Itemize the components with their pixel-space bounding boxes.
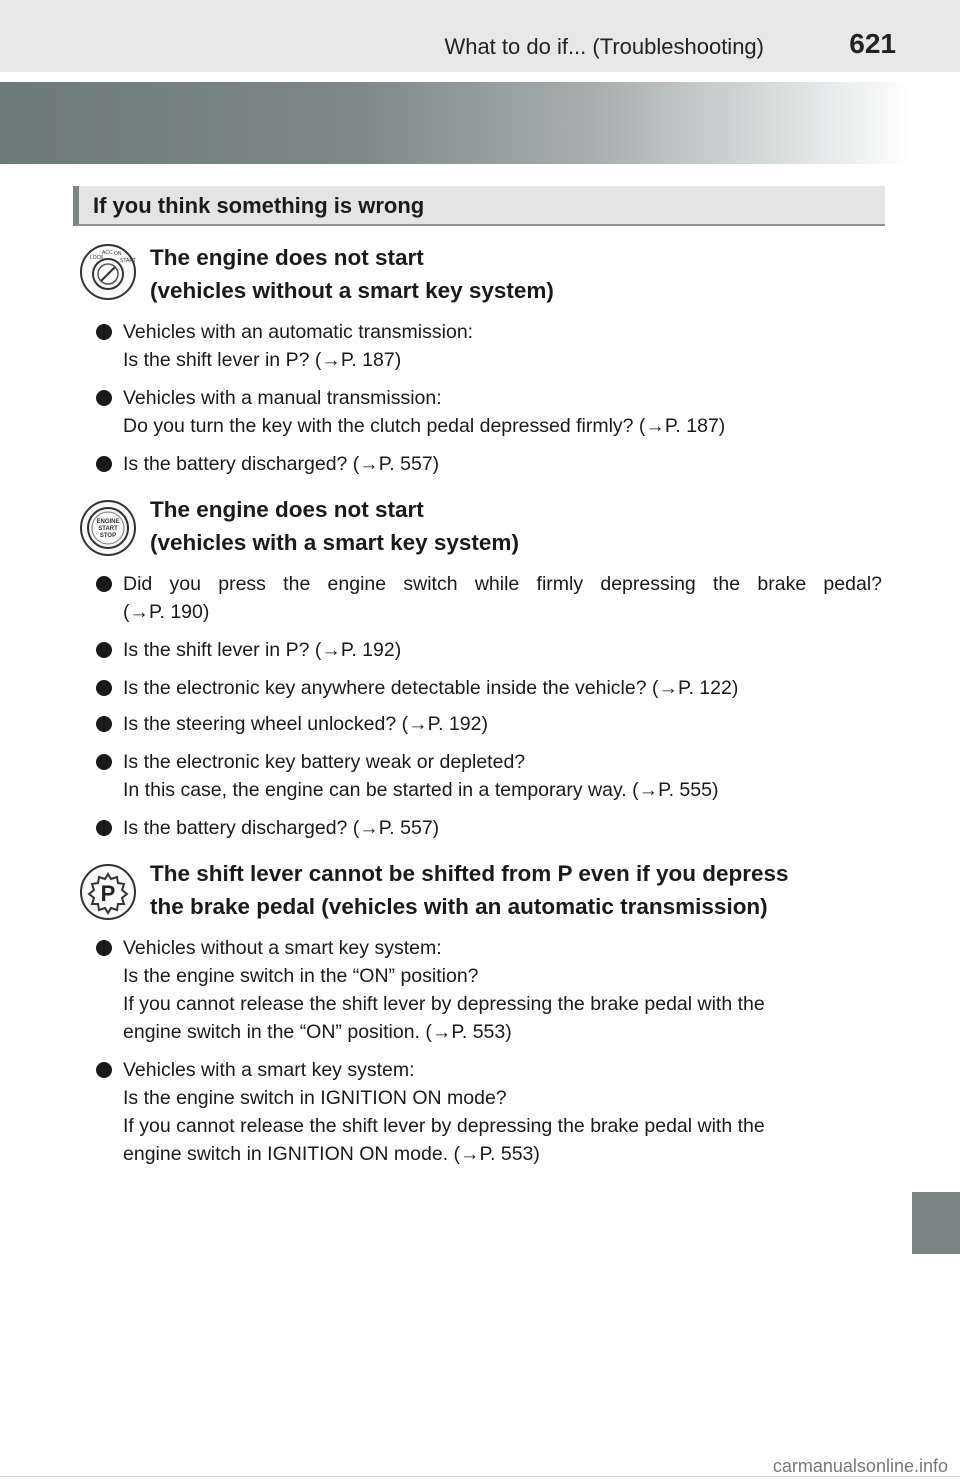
bullet-icon	[96, 1062, 112, 1078]
subheading-no-start-smart-key: The engine does not start (vehicles with a smart key system)	[150, 497, 519, 555]
bullet-icon	[96, 642, 112, 658]
bullet-icon	[96, 324, 112, 340]
bullet-icon	[96, 576, 112, 592]
list-item: Vehicles with a manual transmission: Do you turn the key with the clutch pedal depressed firmly? (→P. 187)	[96, 384, 882, 440]
list-item: Is the battery discharged? (→P. 557)	[96, 450, 882, 478]
list-item: Is the shift lever in P? (→P. 192)	[96, 636, 882, 664]
section-title: If you think something is wrong	[93, 193, 425, 218]
section-header	[73, 186, 885, 226]
stop-label: STOP	[99, 533, 117, 539]
park-gear-icon	[80, 864, 136, 920]
ignition-label-on: ON	[114, 251, 122, 257]
list-item: Is the steering wheel unlocked? (→P. 192)	[96, 710, 882, 738]
engine-start-stop-button-icon	[80, 500, 136, 556]
list-item: Is the electronic key anywhere detectable inside the vehicle? (→P. 122)	[96, 674, 882, 702]
ignition-key-icon	[80, 244, 136, 300]
chapter-banner	[0, 82, 912, 164]
list-item: Is the battery discharged? (→P. 557)	[96, 814, 882, 842]
bullet-icon	[96, 820, 112, 836]
ignition-label-acc: ACC	[102, 250, 113, 256]
subheading-no-start-key: The engine does not start (vehicles without a smart key system)	[150, 245, 554, 303]
watermark: carmanualsonline.info	[772, 1456, 948, 1476]
engine-label: ENGINE	[96, 519, 120, 525]
bullet-icon	[96, 456, 112, 472]
list-item: Vehicles without a smart key system: Is the engine switch in the “ON” position? If you cannot release the shift lever by depressing the brake pedal with the engine switch in the “ON” position. (→P. 553)	[96, 934, 882, 1046]
bullet-icon	[96, 390, 112, 406]
park-label: P	[100, 881, 116, 906]
bullet-icon	[96, 940, 112, 956]
chapter-tab	[912, 1192, 960, 1254]
list-item: Did you press the engine switch while firmly depressing the brake pedal? (→P. 190)	[96, 570, 882, 626]
ignition-label-start: START	[120, 258, 136, 264]
start-label: START	[98, 526, 118, 532]
page-number: 621	[849, 28, 896, 59]
list-item: Is the electronic key battery weak or depleted? In this case, the engine can be started in a temporary way. (→P. 555)	[96, 748, 882, 804]
bullet-icon	[96, 716, 112, 732]
list-item: Vehicles with an automatic transmission: Is the shift lever in P? (→P. 187)	[96, 318, 882, 374]
list-item: Vehicles with a smart key system: Is the engine switch in IGNITION ON mode? If you cannot release the shift lever by depressing the brake pedal with the engine switch in IGNITION ON mode. (→P. 553)	[96, 1056, 882, 1168]
ignition-label-lock: LOCK	[90, 255, 104, 261]
header-band	[0, 0, 960, 72]
bullet-icon	[96, 754, 112, 770]
chapter-title: What to do if... (Troubleshooting)	[444, 34, 764, 59]
bullet-icon	[96, 680, 112, 696]
subheading-shift-lever: The shift lever cannot be shifted from P even if you depress the brake pedal (vehicles with an automatic transmission)	[150, 861, 789, 919]
